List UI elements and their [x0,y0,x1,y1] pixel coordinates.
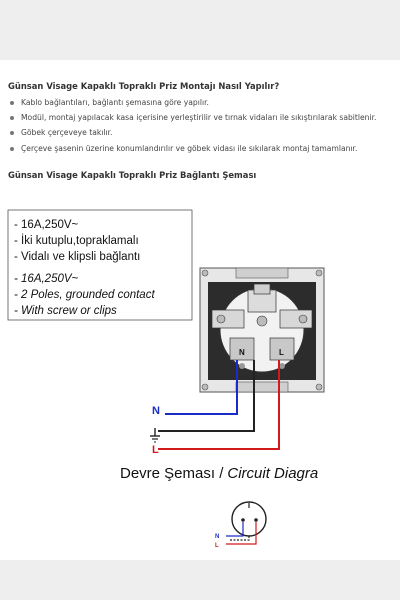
spec-line: - 16A,250V~ [14,219,79,231]
spec-line-en: - With screw or clips [14,305,117,317]
wiring-diagram [0,188,400,560]
spec-line-en: - 2 Poles, grounded contact [14,289,155,301]
spec-box [8,210,192,320]
bullet-icon [10,116,14,120]
socket-module-drawing [200,268,324,392]
installation-steps [8,98,398,159]
live-label: L [152,444,159,456]
spec-line: - Vidalı ve klipsli bağlantı [14,251,141,263]
diagram-heading: Günsan Visage Kapaklı Topraklı Priz Bağlantı Şeması [8,170,257,180]
step-text: Çerçeve şasenin üzerine konumlandırılır ve göbek vidası ile sıkılarak montaj tamamlanır. [21,143,358,153]
step-text: Modül, montaj yapılacak kasa içerisine yerleştirilir ve tırnak vidaları ile sıkıştırılarak sabitlenir. [21,113,377,123]
circuit-caption [120,465,318,482]
bullet-icon [10,147,14,151]
spec-line: - İki kutuplu,topraklamalı [14,235,139,247]
spec-line-en: - 16A,250V~ [14,273,79,285]
bullet-icon [10,131,14,135]
step-item [8,98,398,108]
step-text: Göbek çerçeveye takılır. [21,128,113,138]
step-item [8,144,398,154]
terminal-n-label: N [239,348,245,357]
schematic-l-label: L [215,543,219,549]
caption-english: Circuit Diagra [227,465,319,482]
installation-heading: Günsan Visage Kapaklı Topraklı Priz Montajı Nasıl Yapılır? [8,81,280,91]
content-card [0,60,400,560]
schematic-n-label: N [215,534,220,540]
bullet-icon [10,101,14,105]
step-item [8,113,398,123]
neutral-label: N [152,405,160,417]
socket-schematic [215,502,266,549]
caption-turkish: Devre Şeması / [120,465,224,482]
step-text: Kablo bağlantıları, bağlantı şemasına göre yapılır. [21,98,209,107]
step-item [8,128,398,138]
terminal-l-label: L [279,348,284,357]
